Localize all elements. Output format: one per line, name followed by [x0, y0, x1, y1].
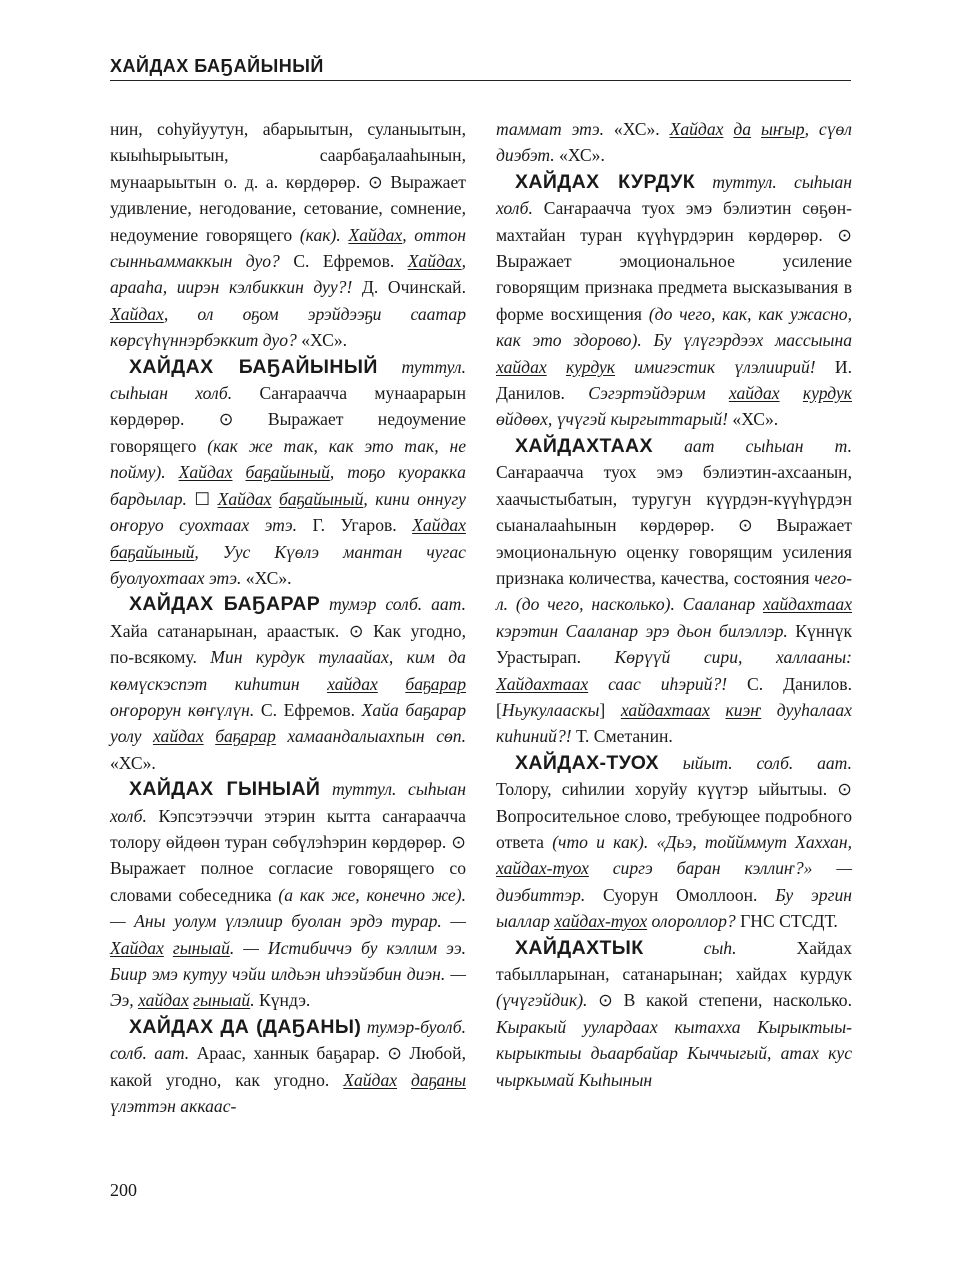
citation-source: С. Ефремов. — [260, 699, 362, 720]
citation-source: Т. Сметанин. — [576, 726, 673, 747]
headword: ХАЙДАХТЫК — [515, 936, 644, 959]
headword-usage: Хайдах — [407, 251, 462, 272]
running-header — [110, 56, 851, 81]
entry-continuation: нин, соһуйуутун, абарыытын, суланыытын, кыыһырыытын, саарбаҕалааһынын, мунаарыытын о. д. а. көрдөрөр. ⊙ Выражает удивление, негодование, сетование, сомнение, недоумение говорящего (как). Хайдах, оттон сынньаммаккын дуо? С. Ефремов. Хайдах, арааһа, иирэн кэлбиккин дуу?! Д. Очинскай. Хайдах, ол оҕом эрэйдээҕи саатар көрсүһүннэрбэккит дуо? «ХС». — [110, 119, 466, 351]
headword: ХАЙДАХ ГЫНЫАЙ — [129, 778, 321, 801]
citation-source: «ХС». — [245, 567, 292, 588]
headword: ХАЙДАХ БАҔАРАР — [129, 593, 321, 616]
entry-khaidakh-tuokh: ХАЙДАХ-ТУОХ ыйыт. солб. аат. Толору, сиһилии хоруйу күүтэр ыйытыы. ⊙ Вопросительное слово, требующее подробного ответа (что и как). «Дьэ, тоййммут Хаххан, хайдах-туох сиргэ баран кэллиҥ?» — диэбиттэр. Суорун Омоллоон. Бу эргин ыаллар хайдах-туох олороллор? ГНС СТСДТ. — [496, 751, 852, 932]
citation-source: «ХС». — [732, 409, 779, 430]
citation-source: Күндэ. — [259, 990, 311, 1011]
citation-source: С. Ефремов. — [293, 251, 408, 272]
entry-khaidakhtyk: ХАЙДАХТЫК сыһ. Хайдах табылларынан, сатанарынан; хайдах курдук (үчүгэйдик). ⊙ В какой степени, насколько. Кыракый уулардаах кытахха Кырыктыы-кырыктыы дьаарбайар Кыччыгый, атах кус чыркымай Кыһынын — [496, 936, 852, 1090]
citation-source: ГНС СТСДТ. — [740, 911, 838, 932]
headword: ХАЙДАХТААХ — [515, 434, 653, 457]
headword-usage: Хайдах — [348, 224, 403, 245]
citation-source: Суорун Омоллоон. — [603, 884, 776, 905]
left-column — [110, 116, 466, 1119]
headword: ХАЙДАХ ДА (ДАҔАНЫ) — [129, 1015, 362, 1038]
headword: ХАЙДАХ-ТУОХ — [515, 751, 659, 774]
citation-source: С. Данилов. [ — [496, 673, 852, 720]
entry-khaidakh-bagarar: ХАЙДАХ БАҔАРАР тумэр солб. аат. Хайа сатанарынан, араастык. ⊙ Как угодно, по-всякому. Мин курдук тулаайах, ким да көмүскэспэт киһитин хайдах баҕарар оҥорорун көҥүлүн. С. Ефремов. Хайа баҕарар уолу хайдах баҕарар хамаандалыахпын сөп. «ХС». — [110, 593, 466, 773]
citation-source: Г. Угаров. — [312, 515, 413, 536]
citation-source: «ХС». — [301, 330, 348, 351]
running-title: ХАЙДАХ БАҔАЙЫНЫЙ — [110, 56, 324, 76]
citation-source: Күннүк Урастырап. — [496, 620, 852, 668]
right-column — [496, 116, 852, 1093]
headword: ХАЙДАХ КУРДУК — [515, 170, 696, 193]
citation-source: «ХС». — [559, 145, 605, 166]
headword: ХАЙДАХ БАҔАЙЫНЫЙ — [129, 355, 378, 378]
page-number: 200 — [110, 1180, 137, 1200]
entry-khaidakhtaakh: ХАЙДАХТААХ аат сыһыан т. Саҥараачча туох эмэ бэлиэтин-ахсаанын, хаачыстыбатын, туругун күүрдэн-күүһүрдэн сыаналааһынын көрдөрөр. ⊙ Выражает эмоциональную оценку говорящим усиления признака количества, качества, состояния чего-л. (до чего, насколько). Сааланар хайдахтаах кэрэтин Сааланар эрэ дьон билэллэр. Күннүк Урастырап. Көрүүй сири, халлааны: Хайдахтаах саас иһэрий?! С. Данилов. [Ньукулааскы] хайдахтаах киэҥ дууһалаах киһиний?! Т. Сметанин. — [496, 434, 853, 747]
entry-khaidakh-gynyai: ХАЙДАХ ГЫНЫАЙ туттул. сыһыан холб. Кэпсэтээччи этэрин кытта саҥараачча толору өйдөөн туран сөбүлэһэрин көрдөрөр. ⊙ Выражает полное согласие говорящего со словами собеседника (а как же, конечно же). — Аны уолум үлэлиир буолан эрдэ турар. — Хайдах гыныай. — Истибиччэ бу кэллим ээ. Биир эмэ кутуу чэйи илдьэн иһээйэбин диэн. — Ээ, хайдах гыныай. Күндэ. — [110, 778, 467, 1011]
entry-continuation: таммат этэ. «ХС». Хайдах да ыҥыр, сүөл диэбэт. «ХС». — [496, 119, 852, 166]
entry-khaidakh-kurduk: ХАЙДАХ КУРДУК туттул. сыһыан холб. Саҥараачча туох эмэ бэлиэтин сөҕөн-махтайан туран күүһүрдэрин көрдөрөр. ⊙ Выражает эмоциональное усиление говорящим признака предмета высказывания в форме восхищения (до чего, как, как ужасно, как это здорово). Бу үлүгэрдээх массыына хайдах курдук имигэстик үлэлиирий! И. Данилов. Сэгэртэйдэрим хайдах курдук өйдөөх, үчүгэй кыргыттарый! «ХС». — [496, 170, 852, 430]
headword-usage: Хайдах — [110, 303, 164, 324]
citation-source: «ХС». — [613, 119, 670, 139]
square-marker-icon: ☐ — [194, 488, 211, 509]
citation-source: И. Данилов. — [496, 356, 852, 404]
entry-khaidakh-bagaiynyi: ХАЙДАХ БАҔАЙЫНЫЙ туттул. сыһыан холб. Саҥараачча мунаарарын көрдөрөр. ⊙ Выражает недоумение говорящего (как же так, как это так, не пойму). Хайдах баҕайыный, тоҕо куораккa бардылар. ☐ Хайдах баҕайыный, кини оннугу оҥоруо суохтаах этэ. Г. Угаров. Хайдах баҕайыный, Уус Күөлэ мантан чугас буолуохтаах этэ. «ХС». — [110, 355, 466, 588]
citation-source: «ХС». — [110, 752, 156, 773]
citation-source: Д. Очинскай. — [361, 277, 466, 298]
entry-khaidakh-da: ХАЙДАХ ДА (ДАҔАНЫ) тумэр-буолб. солб. аат. Араас, ханнык баҕарар. ⊙ Любой, какой угодно, как угодно. Хайдах даҕаны үлэттэн аккаас- — [110, 1015, 466, 1117]
